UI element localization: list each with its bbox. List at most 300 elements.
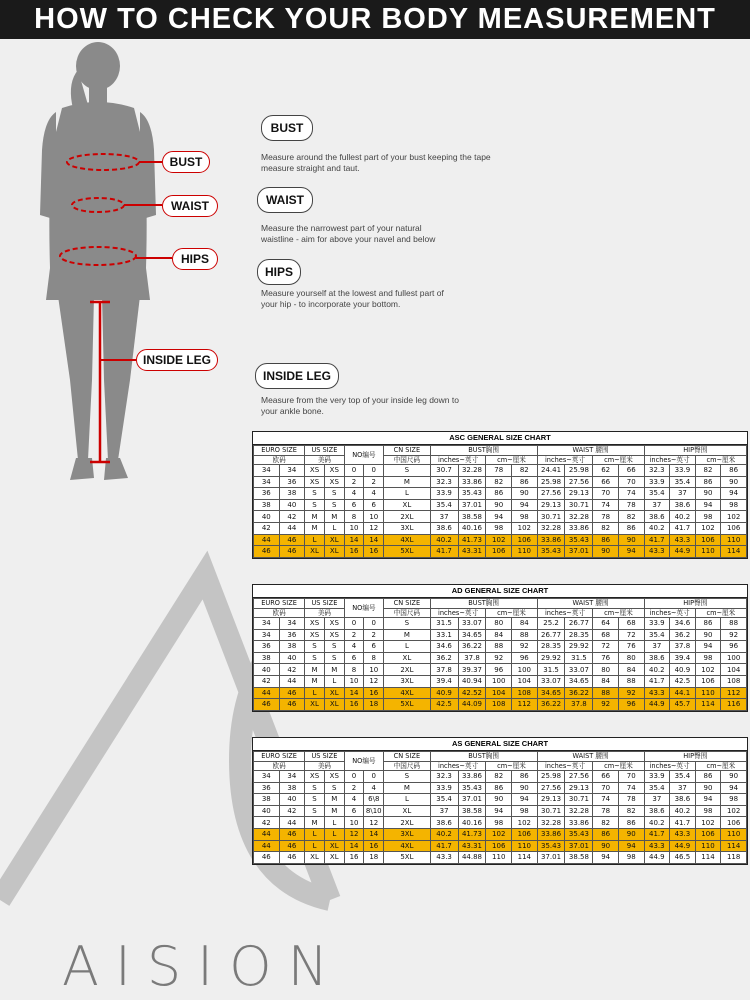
callout-bust: BUST	[162, 151, 210, 173]
size-chart-title: AD GENERAL SIZE CHART	[253, 585, 747, 598]
table-cell: 14	[344, 840, 364, 852]
table-cell: S	[324, 782, 344, 794]
table-cell: 38.6	[644, 652, 670, 664]
table-cell: 38	[254, 499, 280, 511]
table-cell: 78	[593, 805, 619, 817]
table-cell: 6	[364, 499, 384, 511]
table-cell: S	[324, 641, 344, 653]
header-cell: inches~英寸	[430, 455, 486, 465]
table-cell: 90	[486, 499, 512, 511]
table-cell: 98	[721, 794, 747, 806]
table-cell: 82	[486, 771, 512, 783]
table-cell: 16	[364, 546, 384, 558]
table-cell: 25.98	[537, 476, 565, 488]
table-cell: 78	[486, 465, 512, 477]
table-cell: L	[324, 817, 344, 829]
waist-heading: WAIST	[257, 187, 313, 213]
table-cell: S	[384, 618, 431, 630]
table-cell: 36	[254, 488, 280, 500]
table-cell: 14	[364, 828, 384, 840]
table-cell: 40.2	[644, 664, 670, 676]
table-cell: 38	[279, 641, 305, 653]
table-cell: XL	[305, 699, 325, 711]
table-cell: 98	[695, 511, 721, 523]
table-cell: 44	[254, 534, 280, 546]
table-cell: 44.9	[670, 546, 696, 558]
table-cell: 31.5	[565, 652, 593, 664]
table-cell: 102	[512, 522, 538, 534]
header-cell: 欧码	[254, 608, 305, 618]
table-cell: S	[305, 805, 325, 817]
table-cell: 44.9	[670, 840, 696, 852]
table-cell: 104	[721, 664, 747, 676]
table-cell: 98	[512, 805, 538, 817]
table-cell: 16	[344, 852, 364, 864]
table-cell: 110	[721, 828, 747, 840]
header-cell: cm~厘米	[695, 761, 746, 771]
table-cell: 94	[695, 641, 721, 653]
table-cell: 41.7	[644, 675, 670, 687]
table-cell: 118	[721, 852, 747, 864]
table-cell: 96	[512, 652, 538, 664]
table-cell: 94	[721, 488, 747, 500]
table-cell: 35.4	[430, 499, 458, 511]
table-cell: 41.73	[458, 534, 486, 546]
table-cell: 94	[618, 546, 644, 558]
table-cell: 33.9	[644, 771, 670, 783]
table-cell: 16	[344, 546, 364, 558]
table-cell: 102	[512, 817, 538, 829]
table-cell: 33.9	[644, 476, 670, 488]
header-row	[254, 455, 747, 465]
table-cell: XL	[324, 852, 344, 864]
table-cell: 70	[618, 771, 644, 783]
header-cell: EURO SIZE	[254, 599, 305, 609]
table-cell: 16	[364, 687, 384, 699]
table-cell: XS	[305, 465, 325, 477]
table-cell: 31.5	[430, 618, 458, 630]
table-cell: 90	[721, 771, 747, 783]
table-row	[254, 618, 747, 630]
header-cell: 欧码	[254, 455, 305, 465]
table-cell: 114	[721, 546, 747, 558]
table-cell: 5XL	[384, 852, 431, 864]
table-cell: L	[384, 641, 431, 653]
bust-heading: BUST	[261, 115, 313, 141]
table-cell: 98	[721, 499, 747, 511]
table-cell: 44	[254, 828, 280, 840]
table-cell: 46	[279, 546, 305, 558]
table-cell: 42.52	[458, 687, 486, 699]
table-row	[254, 476, 747, 488]
table-cell: 37.01	[565, 546, 593, 558]
table-cell: 42.5	[430, 699, 458, 711]
table-cell: 102	[486, 828, 512, 840]
table-cell: 43.3	[670, 534, 696, 546]
table-cell: 38.6	[430, 817, 458, 829]
header-cell: BUST胸围	[430, 446, 537, 456]
table-cell: 4XL	[384, 687, 431, 699]
table-cell: 116	[721, 699, 747, 711]
table-cell: XL	[384, 805, 431, 817]
table-cell: 66	[618, 465, 644, 477]
table-cell: 108	[512, 687, 538, 699]
header-cell: cm~厘米	[695, 455, 746, 465]
table-cell: 27.56	[565, 771, 593, 783]
header-cell: CN SIZE	[384, 599, 431, 609]
table-cell: 102	[721, 511, 747, 523]
table-cell: 92	[486, 652, 512, 664]
table-cell: 96	[721, 641, 747, 653]
header-cell: BUST胸围	[430, 752, 537, 762]
table-cell: 44	[279, 675, 305, 687]
bust-description: Measure around the fullest part of your bust keeping the tape measure straight and taut.	[261, 152, 491, 173]
table-row	[254, 499, 747, 511]
table-row	[254, 771, 747, 783]
table-cell: 29.13	[565, 488, 593, 500]
table-cell: 34.65	[537, 687, 565, 699]
table-cell: 86	[593, 534, 619, 546]
table-cell: L	[324, 675, 344, 687]
table-cell: 24.41	[537, 465, 565, 477]
table-cell: 88	[618, 675, 644, 687]
table-cell: 4XL	[384, 534, 431, 546]
header-cell: US SIZE	[305, 599, 345, 609]
table-cell: 108	[721, 675, 747, 687]
table-cell: 8	[344, 664, 364, 676]
table-cell: M	[305, 522, 325, 534]
table-cell: M	[384, 476, 431, 488]
table-cell: 35.4	[670, 771, 696, 783]
table-cell: M	[305, 817, 325, 829]
table-cell: 32.28	[537, 817, 565, 829]
table-cell: 27.56	[565, 476, 593, 488]
table-cell: S	[305, 499, 325, 511]
table-cell: 38.6	[670, 794, 696, 806]
table-cell: XS	[305, 771, 325, 783]
table-cell: 90	[593, 840, 619, 852]
size-chart-1	[252, 584, 748, 712]
table-cell: 35.4	[644, 488, 670, 500]
table-cell: 25.2	[537, 618, 565, 630]
table-cell: 42	[254, 522, 280, 534]
hips-description: Measure yourself at the lowest and fullest part of your hip - to incorporate your bottom.	[261, 288, 444, 309]
table-cell: 90	[512, 782, 538, 794]
table-cell: 44	[279, 522, 305, 534]
table-cell: 34	[279, 618, 305, 630]
table-cell: 35.4	[430, 794, 458, 806]
table-cell: 33.07	[458, 618, 486, 630]
table-cell: 10	[344, 817, 364, 829]
table-cell: 106	[695, 828, 721, 840]
table-cell: 80	[593, 664, 619, 676]
table-cell: 94	[618, 840, 644, 852]
table-cell: 44	[254, 687, 280, 699]
table-cell: 37.01	[565, 840, 593, 852]
table-cell: 30.71	[537, 805, 565, 817]
table-cell: 36	[254, 782, 280, 794]
table-cell: M	[384, 629, 431, 641]
table-cell: 90	[593, 546, 619, 558]
table-cell: 44.88	[458, 852, 486, 864]
table-cell: 110	[486, 852, 512, 864]
table-row	[254, 805, 747, 817]
table-cell: 37	[430, 511, 458, 523]
table-cell: 41.73	[458, 828, 486, 840]
table-cell: XL	[324, 840, 344, 852]
table-cell: 37.8	[458, 652, 486, 664]
table-cell: 36.22	[565, 687, 593, 699]
table-cell: 2XL	[384, 817, 431, 829]
table-cell: 64	[593, 618, 619, 630]
table-cell: 35.43	[458, 488, 486, 500]
table-cell: 106	[486, 840, 512, 852]
table-cell: 12	[364, 675, 384, 687]
table-cell: 34.6	[430, 641, 458, 653]
table-cell: M	[324, 664, 344, 676]
table-cell: 29.92	[537, 652, 565, 664]
table-cell: 94	[721, 782, 747, 794]
table-cell: 74	[618, 782, 644, 794]
table-cell: 98	[618, 852, 644, 864]
table-cell: 33.1	[430, 629, 458, 641]
table-cell: 88	[512, 629, 538, 641]
table-cell: 42	[254, 817, 280, 829]
table-cell: 32.3	[430, 771, 458, 783]
table-cell: M	[305, 664, 325, 676]
table-cell: 72	[618, 629, 644, 641]
table-cell: 38	[254, 794, 280, 806]
table-cell: S	[305, 488, 325, 500]
header-cell: cm~厘米	[593, 455, 644, 465]
table-cell: 102	[695, 664, 721, 676]
table-cell: 14	[344, 534, 364, 546]
header-cell: cm~厘米	[486, 761, 537, 771]
table-cell: 114	[512, 852, 538, 864]
table-cell: S	[305, 641, 325, 653]
table-row	[254, 664, 747, 676]
table-cell: XS	[305, 476, 325, 488]
table-cell: XL	[324, 687, 344, 699]
table-cell: 96	[618, 699, 644, 711]
header-cell: NO编号	[344, 752, 384, 771]
table-cell: 38	[279, 782, 305, 794]
brand-logo: AISION	[62, 935, 344, 998]
header-cell: 欧码	[254, 761, 305, 771]
table-cell: 114	[695, 852, 721, 864]
table-cell: 90	[695, 629, 721, 641]
table-cell: 102	[695, 817, 721, 829]
table-cell: 46	[279, 828, 305, 840]
table-cell: 25.98	[565, 465, 593, 477]
inside-leg-heading: INSIDE LEG	[255, 363, 339, 389]
table-cell: 10	[364, 511, 384, 523]
table-cell: 82	[618, 805, 644, 817]
header-cell: HIP臀围	[644, 599, 746, 609]
table-cell: 6\8	[364, 794, 384, 806]
table-cell: 88	[486, 641, 512, 653]
table-cell: 110	[695, 840, 721, 852]
table-cell: 46	[254, 852, 280, 864]
table-cell: 6	[364, 641, 384, 653]
table-cell: 46	[254, 546, 280, 558]
table-cell: 90	[486, 794, 512, 806]
header-cell: WAIST 腰围	[537, 752, 644, 762]
table-cell: 110	[695, 687, 721, 699]
table-cell: 98	[486, 522, 512, 534]
table-cell: 106	[695, 675, 721, 687]
table-cell: 0	[344, 618, 364, 630]
table-cell: L	[324, 828, 344, 840]
table-cell: XS	[305, 618, 325, 630]
callout-waist: WAIST	[162, 195, 218, 217]
table-cell: 102	[695, 522, 721, 534]
table-cell: 92	[512, 641, 538, 653]
table-cell: 42	[279, 511, 305, 523]
table-cell: 10	[344, 522, 364, 534]
header-cell: cm~厘米	[593, 761, 644, 771]
header-cell: inches~英寸	[537, 455, 593, 465]
table-cell: 88	[593, 687, 619, 699]
table-cell: 29.92	[565, 641, 593, 653]
table-cell: 34.65	[458, 629, 486, 641]
table-row	[254, 794, 747, 806]
table-cell: 100	[512, 664, 538, 676]
table-cell: 4	[344, 641, 364, 653]
header-row	[254, 446, 747, 456]
table-cell: 92	[721, 629, 747, 641]
table-cell: 30.7	[430, 465, 458, 477]
table-cell: 45.7	[670, 699, 696, 711]
table-cell: 44.9	[644, 852, 670, 864]
table-row	[254, 852, 747, 864]
table-cell: 30.71	[565, 794, 593, 806]
table-cell: 39.37	[458, 664, 486, 676]
table-cell: 92	[618, 687, 644, 699]
table-cell: 62	[593, 465, 619, 477]
table-cell: 40.2	[644, 817, 670, 829]
table-cell: 96	[486, 664, 512, 676]
table-cell: S	[324, 652, 344, 664]
table-cell: 33.86	[537, 534, 565, 546]
table-cell: 16	[364, 840, 384, 852]
size-chart-title: AS GENERAL SIZE CHART	[253, 738, 747, 751]
table-cell: 44	[254, 840, 280, 852]
table-cell: 28.35	[565, 629, 593, 641]
table-cell: 88	[721, 618, 747, 630]
table-cell: 43.3	[644, 687, 670, 699]
callout-inside-leg: INSIDE LEG	[136, 349, 218, 371]
table-cell: S	[324, 488, 344, 500]
table-cell: S	[305, 794, 325, 806]
table-cell: 66	[593, 476, 619, 488]
table-cell: 46	[279, 699, 305, 711]
header-row	[254, 752, 747, 762]
table-cell: 6	[344, 652, 364, 664]
table-cell: 78	[618, 794, 644, 806]
table-cell: 38.58	[458, 511, 486, 523]
table-cell: 30.71	[537, 511, 565, 523]
table-cell: 80	[486, 618, 512, 630]
table-cell: 106	[512, 534, 538, 546]
table-cell: S	[384, 465, 431, 477]
header-cell: inches~英寸	[644, 608, 695, 618]
table-cell: 35.4	[670, 476, 696, 488]
table-cell: 40	[254, 511, 280, 523]
table-cell: 16	[344, 699, 364, 711]
table-cell: 102	[486, 534, 512, 546]
table-cell: 41.7	[644, 828, 670, 840]
table-cell: 76	[618, 641, 644, 653]
table-cell: 90	[695, 782, 721, 794]
table-cell: 0	[364, 465, 384, 477]
table-cell: 41.7	[644, 534, 670, 546]
table-cell: 94	[512, 499, 538, 511]
table-cell: 5XL	[384, 546, 431, 558]
table-cell: 29.13	[537, 794, 565, 806]
table-cell: 94	[695, 499, 721, 511]
table-cell: 40.2	[430, 828, 458, 840]
table-cell: 84	[512, 618, 538, 630]
table-cell: 46	[279, 534, 305, 546]
table-cell: 36.22	[537, 699, 565, 711]
table-cell: 40.2	[430, 534, 458, 546]
table-row	[254, 828, 747, 840]
table-cell: 37	[644, 641, 670, 653]
table-cell: L	[384, 488, 431, 500]
table-cell: 37	[670, 782, 696, 794]
table-cell: XS	[305, 629, 325, 641]
table-cell: 86	[618, 522, 644, 534]
table-cell: 40.9	[430, 687, 458, 699]
table-cell: 27.56	[537, 782, 565, 794]
table-cell: 37	[644, 499, 670, 511]
table-cell: 43.3	[430, 852, 458, 864]
table-cell: M	[384, 782, 431, 794]
table-cell: 12	[364, 817, 384, 829]
table-cell: 2	[364, 629, 384, 641]
table-row	[254, 687, 747, 699]
table-row	[254, 652, 747, 664]
table-row	[254, 522, 747, 534]
table-cell: 86	[695, 618, 721, 630]
table-cell: 82	[593, 817, 619, 829]
table-cell: 40.16	[458, 817, 486, 829]
table-cell: 2XL	[384, 511, 431, 523]
table-cell: 46	[279, 852, 305, 864]
table-cell: 31.5	[537, 664, 565, 676]
table-cell: 41.7	[430, 546, 458, 558]
table-cell: XL	[305, 546, 325, 558]
table-cell: 32.28	[458, 465, 486, 477]
table-cell: XS	[324, 476, 344, 488]
table-cell: 18	[364, 852, 384, 864]
header-cell: cm~厘米	[593, 608, 644, 618]
table-cell: 100	[486, 675, 512, 687]
table-cell: 35.43	[537, 546, 565, 558]
table-cell: 98	[695, 805, 721, 817]
table-cell: 2XL	[384, 664, 431, 676]
table-cell: 70	[593, 782, 619, 794]
table-cell: 33.07	[565, 664, 593, 676]
table-cell: 0	[364, 618, 384, 630]
table-cell: 106	[721, 522, 747, 534]
table-cell: 38.6	[430, 522, 458, 534]
table-cell: 34	[254, 618, 280, 630]
table-row	[254, 817, 747, 829]
table-cell: 38.58	[458, 805, 486, 817]
table-cell: 35.4	[644, 782, 670, 794]
